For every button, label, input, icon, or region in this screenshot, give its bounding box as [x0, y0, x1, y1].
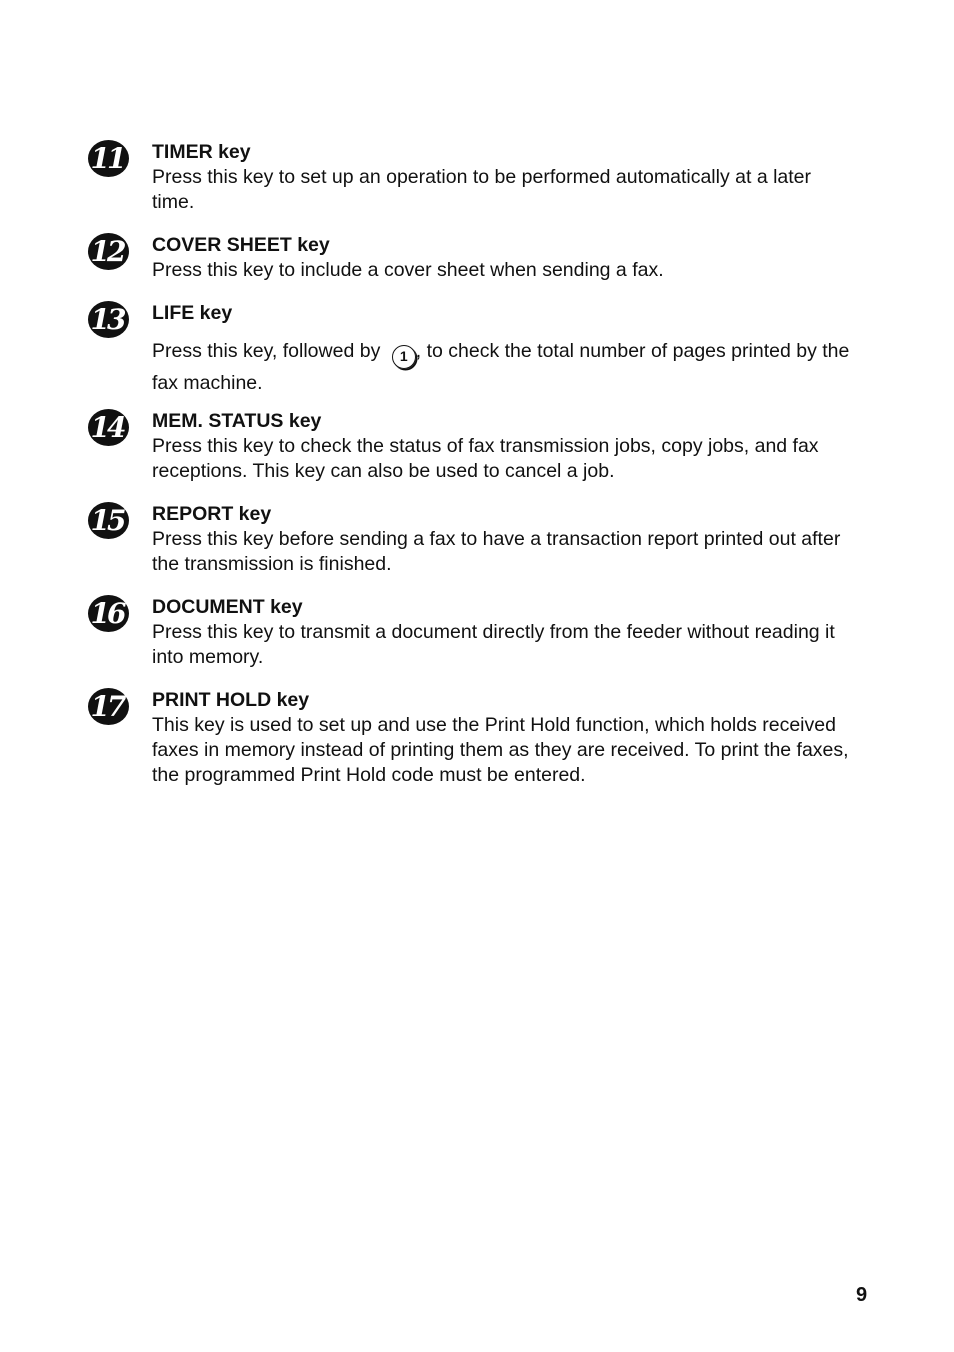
description-before: Press this key, followed by [152, 340, 381, 362]
item-description: Press this key to transmit a document directly from the feeder without reading it into memory. [152, 621, 835, 668]
item-description: Press this key to set up an operation to be performed automatically at a later time. [152, 166, 812, 213]
key-1-icon: 1 [392, 345, 416, 369]
item-content [152, 301, 852, 398]
item-description: Press this key before sending a fax to have a transaction report printed out after the transmission is finished. [152, 528, 841, 575]
item-title: COVER SHEET key [152, 234, 330, 256]
number-12-icon: 12 [88, 233, 129, 270]
item-content [152, 409, 852, 484]
item-title: PRINT HOLD key [152, 689, 310, 711]
item-description: This key is used to set up and use the Print Hold function, which holds received faxes in memory instead of printing them as they are received. To print the faxes, the programmed Print Hold code must be entered. [152, 714, 849, 786]
item-description [152, 337, 852, 398]
item-description: Press this key to check the status of fax transmission jobs, copy jobs, and fax receptions. This key can also be used to cancel a job. [152, 435, 819, 482]
item-content [152, 595, 852, 670]
description-after: , to check the total number of pages printed by the fax machine. [152, 340, 850, 394]
item-content [152, 233, 852, 283]
number-15-icon: 15 [88, 502, 129, 539]
item-description: Press this key to include a cover sheet when sending a fax. [152, 259, 664, 281]
number-11-icon: 11 [88, 140, 129, 177]
item-title: LIFE key [152, 302, 233, 324]
number-17-icon: 17 [88, 688, 129, 725]
item-content [152, 502, 852, 577]
item-content [152, 140, 852, 215]
number-14-icon: 14 [88, 409, 129, 446]
item-content [152, 688, 852, 788]
number-16-icon: 16 [88, 595, 129, 632]
page-number: 9 [856, 1284, 868, 1306]
number-13-icon: 13 [88, 301, 129, 338]
item-title: MEM. STATUS key [152, 410, 322, 432]
item-title: DOCUMENT key [152, 596, 303, 618]
item-title: REPORT key [152, 503, 272, 525]
item-title: TIMER key [152, 141, 251, 163]
